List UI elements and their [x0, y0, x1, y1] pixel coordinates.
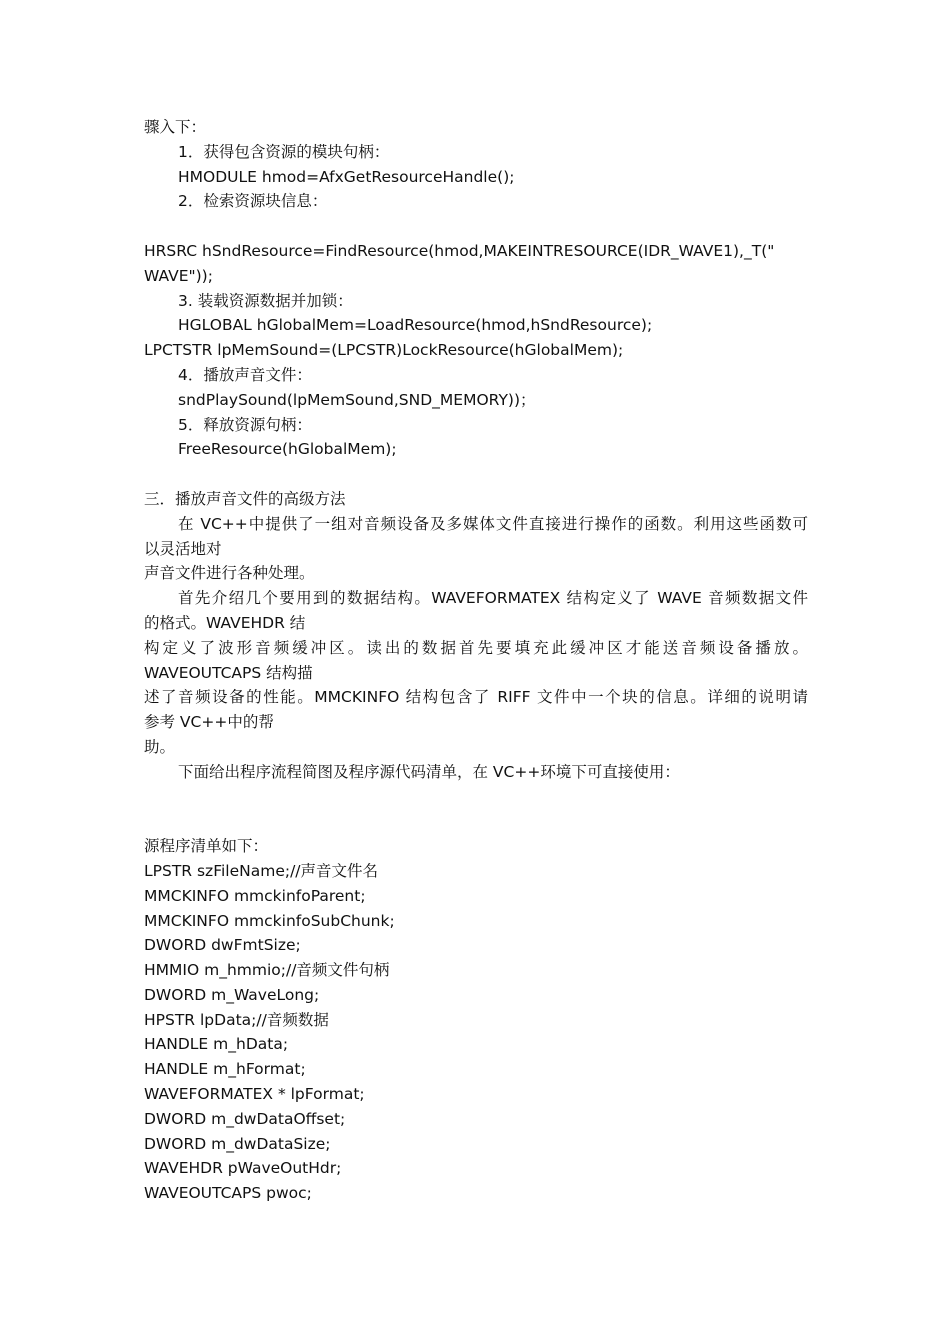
- paragraph-line: 构定义了波形音频缓冲区。读出的数据首先要填充此缓冲区才能送音频设备播放。: [144, 638, 808, 657]
- code-line: HMODULE hmod=AfxGetResourceHandle();: [178, 167, 515, 186]
- code-line: DWORD dwFmtSize;: [144, 936, 301, 955]
- code-line: LPCTSTR lpMemSound=(LPCSTR)LockResource(hGlobalMem);: [144, 341, 624, 360]
- step-2-label: 2．检索资源块信息：: [178, 192, 328, 211]
- step-1-label: 1．获得包含资源的模块句柄：: [178, 142, 390, 161]
- intro-text: 骤入下：: [144, 118, 207, 136]
- code-line: HPSTR lpData;//音频数据: [144, 1010, 329, 1029]
- code-line: HANDLE m_hData;: [144, 1035, 289, 1054]
- paragraph-line: 的格式。WAVEHDR 结: [144, 613, 306, 632]
- paragraph-line: 下面给出程序流程简图及程序源代码清单，在 VC++环境下可直接使用：: [178, 762, 680, 781]
- page-content: [144, 115, 814, 1206]
- paragraph-line: 声音文件进行各种处理。: [144, 564, 315, 583]
- code-line: DWORD m_WaveLong;: [144, 985, 320, 1004]
- code-line: WAVE"));: [144, 266, 213, 285]
- code-line: HANDLE m_hFormat;: [144, 1060, 306, 1079]
- code-line: MMCKINFO mmckinfoParent;: [144, 886, 366, 905]
- code-line: DWORD m_dwDataSize;: [144, 1134, 331, 1153]
- code-line: WAVEFORMATEX * lpFormat;: [144, 1085, 365, 1104]
- code-line: sndPlaySound(lpMemSound,SND_MEMORY))；: [178, 390, 536, 409]
- paragraph-line: 以灵活地对: [144, 539, 222, 558]
- code-line: HGLOBAL hGlobalMem=LoadResource(hmod,hSndResource);: [178, 316, 653, 335]
- source-heading: 源程序清单如下：: [144, 837, 269, 856]
- section-heading: 三．播放声音文件的高级方法: [144, 489, 346, 508]
- code-line: DWORD m_dwDataOffset;: [144, 1109, 346, 1128]
- blank-line: [144, 214, 814, 239]
- paragraph-line: 助。: [144, 737, 176, 756]
- step-4-label: 4．播放声音文件：: [178, 365, 312, 384]
- step-3-label: 3. 装载资源数据并加锁：: [178, 291, 353, 310]
- paragraph-line: 述了音频设备的性能。MMCKINFO 结构包含了 RIFF 文件中一个块的信息。详细的说明请: [144, 688, 808, 707]
- code-line: LPSTR szFileName;//声音文件名: [144, 861, 379, 880]
- blank-line: [144, 785, 814, 835]
- code-line: WAVEHDR pWaveOutHdr;: [144, 1159, 342, 1178]
- blank-line: [144, 462, 814, 487]
- code-line: MMCKINFO mmckinfoSubChunk;: [144, 911, 395, 930]
- step-5-label: 5．释放资源句柄：: [178, 415, 312, 434]
- paragraph-line: WAVEOUTCAPS 结构描: [144, 663, 313, 682]
- paragraph-line: 首先介绍几个要用到的数据结构。WAVEFORMATEX 结构定义了 WAVE 音频数据文件: [178, 589, 808, 608]
- code-line: FreeResource(hGlobalMem);: [178, 440, 397, 459]
- paragraph-line: 参考 VC++中的帮: [144, 713, 274, 732]
- code-line: HRSRC hSndResource=FindResource(hmod,MAKEINTRESOURCE(IDR_WAVE1),_T(": [144, 241, 775, 260]
- paragraph-line: 在 VC++中提供了一组对音频设备及多媒体文件直接进行操作的函数。利用这些函数可: [178, 514, 808, 533]
- code-line: WAVEOUTCAPS pwoc;: [144, 1184, 312, 1203]
- code-line: HMMIO m_hmmio;//音频文件句柄: [144, 961, 390, 980]
